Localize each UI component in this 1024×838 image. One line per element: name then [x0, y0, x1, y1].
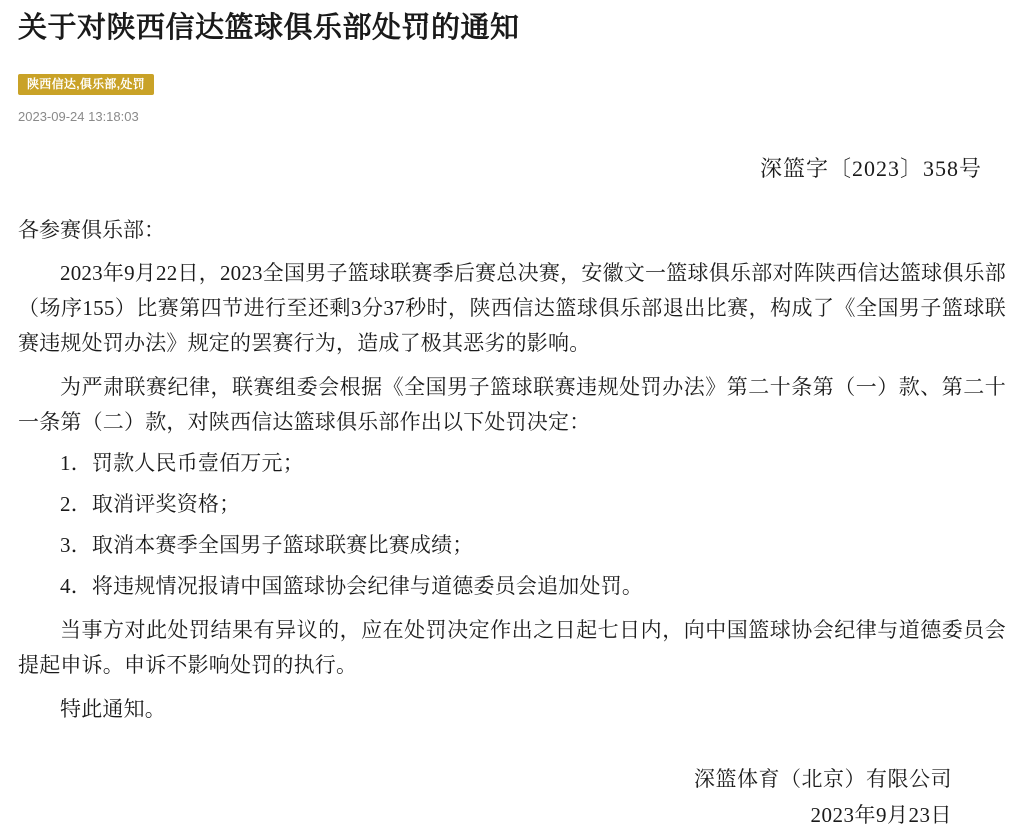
- document-page: [0, 8, 1024, 838]
- body-paragraph: 当事方对此处罚结果有异议的，应在处罚决定作出之日起七日内，向中国篮球协会纪律与道德委员会提起申诉。申诉不影响处罚的执行。: [18, 618, 1006, 677]
- penalty-item: 2．取消评奖资格；: [60, 492, 241, 516]
- salutation: 各参赛俱乐部：: [18, 218, 165, 242]
- body-paragraph: 为严肃联赛纪律，联赛组委会根据《全国男子篮球联赛违规处罚办法》第二十条第（一）款、第二十一条第（二）款，对陕西信达篮球俱乐部作出以下处罚决定：: [18, 375, 1006, 434]
- body-paragraph: 特此通知。: [60, 697, 166, 721]
- body-paragraph: 2023年9月22日，2023全国男子篮球联赛季后赛总决赛，安徽文一篮球俱乐部对阵陕西信达篮球俱乐部（场序155）比赛第四节进行至还剩3分37秒时，陕西信达篮球俱乐部退出比赛，构成了《全国男子篮球联赛违规处罚办法》规定的罢赛行为，造成了极其恶劣的影响。: [18, 261, 1006, 355]
- tag-row: [18, 74, 1006, 98]
- keyword-tag[interactable]: 陕西信达,俱乐部,处罚: [18, 74, 154, 95]
- page-title: 关于对陕西信达篮球俱乐部处罚的通知: [18, 12, 520, 44]
- document-number: 深篮字〔2023〕358号: [759, 156, 982, 181]
- signature-date: 2023年9月23日: [810, 803, 952, 827]
- publish-timestamp: 2023-09-24 13:18:03: [18, 109, 139, 124]
- penalty-item: 3．取消本赛季全国男子篮球联赛比赛成绩；: [60, 533, 474, 557]
- penalty-item: 1．罚款人民币壹佰万元；: [60, 451, 304, 475]
- penalty-item: 4．将违规情况报请中国篮球协会纪律与道德委员会追加处罚。: [60, 574, 644, 598]
- signature-organization: 深篮体育（北京）有限公司: [694, 767, 952, 791]
